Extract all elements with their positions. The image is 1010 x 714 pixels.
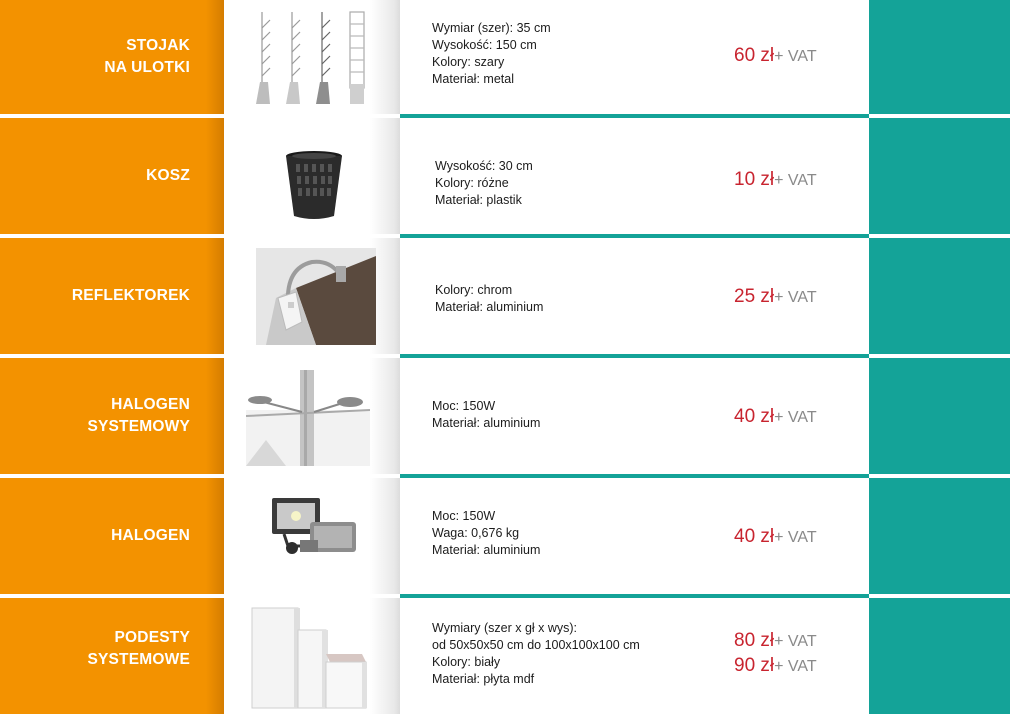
spec-line: Kolory: różne (435, 176, 509, 190)
price-amount: 80 zł (734, 630, 775, 651)
product-specs (435, 282, 735, 316)
product-specs (435, 158, 735, 209)
product-name-line: KOSZ (146, 167, 190, 184)
product-row (0, 238, 1010, 354)
vat-label: + VAT (774, 633, 817, 650)
spec-line: Waga: 0,676 kg (432, 526, 520, 540)
product-name-line: SYSTEMOWY (87, 418, 190, 435)
vat-label: + VAT (774, 529, 817, 546)
product-name-line: SYSTEMOWE (87, 651, 190, 668)
floodlight-icon (270, 496, 360, 562)
product-name-line: NA ULOTKI (104, 59, 190, 76)
price-amount: 40 zł (734, 406, 775, 427)
product-price (734, 525, 864, 550)
product-specs (432, 398, 732, 432)
product-name-line: PODESTY (114, 629, 190, 646)
product-specs (432, 508, 732, 559)
spec-line: Materiał: metal (432, 72, 514, 86)
spec-line: Wymiary (szer x gł x wys): (432, 621, 578, 635)
product-row (0, 118, 1010, 234)
spec-line: Wymiar (szer): 35 cm (432, 21, 551, 35)
vat-label: + VAT (774, 658, 817, 675)
spec-line: Moc: 150W (432, 509, 496, 523)
product-price (734, 405, 864, 430)
price-amount: 60 zł (734, 45, 775, 66)
product-name (0, 525, 190, 547)
product-name-line: HALOGEN (111, 527, 190, 544)
product-row (0, 598, 1010, 714)
product-price (734, 285, 864, 310)
spotlight-icon (256, 248, 376, 345)
product-row (0, 358, 1010, 474)
product-name (0, 165, 190, 187)
spec-line: od 50x50x50 cm do 100x100x100 cm (432, 638, 640, 652)
spec-line: Wysokość: 30 cm (435, 159, 533, 173)
product-specs (432, 620, 732, 688)
spec-line: Materiał: aluminium (435, 300, 544, 314)
brochure-stand-icon (248, 8, 370, 108)
product-price (734, 629, 864, 679)
product-row (0, 0, 1010, 114)
product-name (0, 35, 190, 79)
vat-label: + VAT (774, 48, 817, 65)
product-price (734, 44, 864, 69)
product-specs (432, 20, 732, 88)
product-name (0, 627, 190, 671)
podium-icon (250, 606, 370, 710)
product-name-line: STOJAK (126, 37, 190, 54)
vat-label: + VAT (774, 409, 817, 426)
price-amount: 90 zł (734, 655, 775, 676)
spec-line: Kolory: szary (432, 55, 505, 69)
spec-line: Materiał: plastik (435, 193, 522, 207)
price-amount: 25 zł (734, 286, 775, 307)
waste-basket-icon (284, 150, 344, 222)
product-row (0, 478, 1010, 594)
spec-line: Moc: 150W (432, 399, 496, 413)
spec-line: Kolory: chrom (435, 283, 513, 297)
price-amount: 10 zł (734, 169, 775, 190)
vat-label: + VAT (774, 172, 817, 189)
product-price (734, 168, 864, 193)
spec-line: Wysokość: 150 cm (432, 38, 537, 52)
product-name-line: REFLEKTOREK (71, 287, 190, 304)
product-name (0, 285, 190, 307)
product-name-line: HALOGEN (111, 396, 190, 413)
price-amount: 40 zł (734, 526, 775, 547)
spec-line: Materiał: aluminium (432, 543, 541, 557)
spec-line: Materiał: aluminium (432, 416, 541, 430)
system-halogen-icon (246, 370, 370, 466)
vat-label: + VAT (774, 289, 817, 306)
spec-line: Kolory: biały (432, 655, 501, 669)
product-name (0, 394, 190, 438)
spec-line: Materiał: płyta mdf (432, 672, 535, 686)
